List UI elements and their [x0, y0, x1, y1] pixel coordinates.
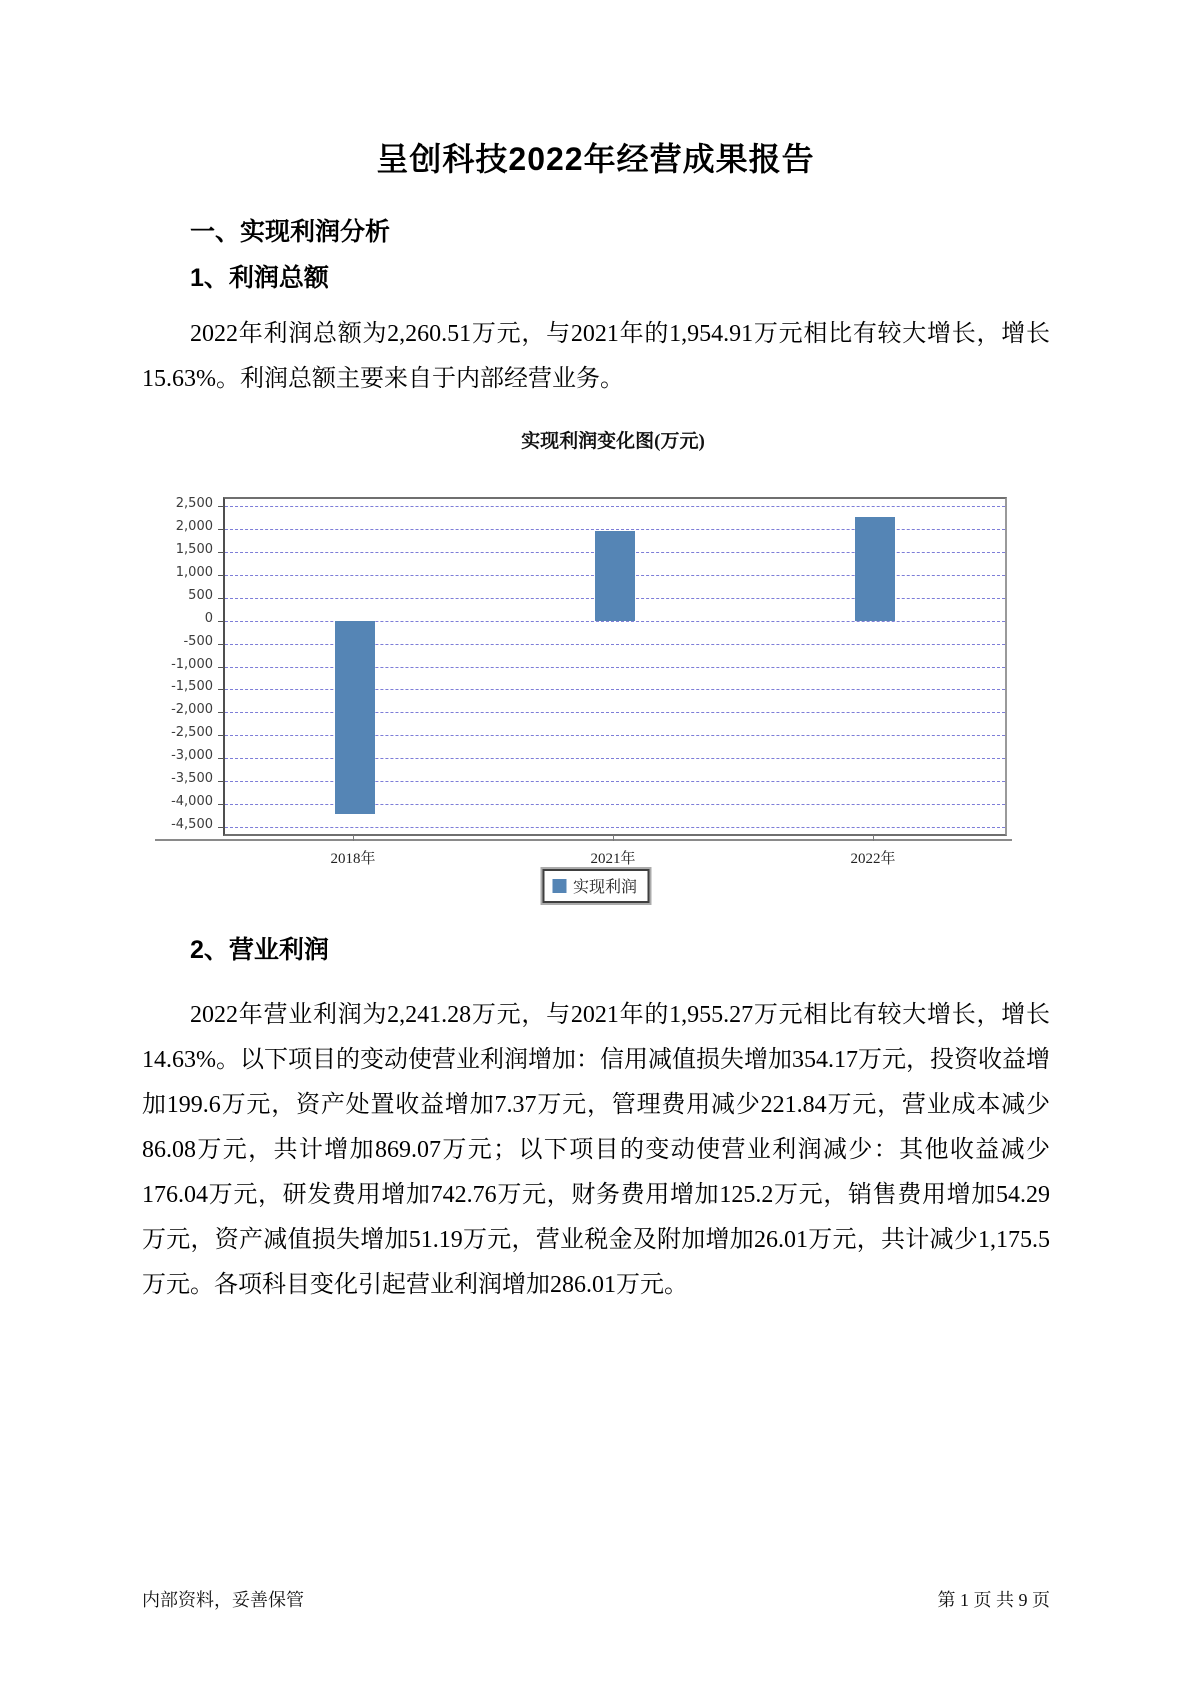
y-tick-mark	[218, 712, 224, 713]
y-tick-mark	[218, 598, 224, 599]
legend-series-label: 实现利润	[572, 879, 638, 896]
y-tick-mark	[218, 575, 224, 576]
y-tick-mark	[218, 506, 224, 507]
legend-color-swatch-icon	[552, 879, 566, 893]
page-title: 呈创科技2022年经营成果报告	[376, 141, 815, 177]
x-tick-mark	[873, 835, 874, 841]
footer-page-number: 第 1 页 共 9 页	[937, 1590, 1050, 1610]
footer-confidential-note: 内部资料，妥善保管	[142, 1590, 304, 1610]
subsection-1-heading: 1、利润总额	[190, 264, 329, 292]
y-tick-mark	[218, 552, 224, 553]
y-tick-mark	[218, 781, 224, 782]
chart-x-axis	[155, 839, 1012, 841]
subsection-2-heading: 2、营业利润	[190, 936, 329, 964]
chart-bar-2022年	[855, 517, 895, 621]
chart-bar-2021年	[595, 531, 635, 621]
y-tick-label: -2,000	[171, 702, 213, 718]
chart-bar-2018年	[335, 621, 375, 814]
y-tick-mark	[218, 644, 224, 645]
y-tick-mark	[218, 735, 224, 736]
x-tick-mark	[353, 835, 354, 841]
y-tick-mark	[218, 621, 224, 622]
y-tick-mark	[218, 804, 224, 805]
y-tick-mark	[218, 827, 224, 828]
y-tick-mark	[218, 529, 224, 530]
section-1-heading: 一、实现利润分析	[190, 218, 391, 246]
chart-title: 实现利润变化图(万元)	[521, 431, 705, 452]
chart-plot	[223, 497, 1007, 836]
y-tick-mark	[218, 667, 224, 668]
y-tick-label: -4,500	[171, 817, 213, 832]
y-tick-label: -500	[183, 633, 213, 649]
y-tick-label: 2,500	[175, 496, 213, 511]
x-tick-label: 2018年	[330, 851, 376, 867]
chart-legend	[542, 869, 649, 903]
y-tick-label: -3,500	[171, 771, 213, 787]
y-tick-mark	[218, 758, 224, 759]
y-tick-label: -2,500	[171, 725, 213, 741]
y-tick-mark	[218, 689, 224, 690]
chart-gridline	[225, 827, 1005, 828]
x-tick-label: 2022年	[850, 851, 896, 867]
y-tick-label: 2,000	[175, 518, 213, 534]
y-tick-label: -4,000	[171, 794, 213, 810]
y-tick-label: -1,000	[171, 656, 213, 672]
profit-change-chart	[100, 426, 1010, 896]
y-tick-label: 500	[188, 587, 213, 603]
y-tick-label: -3,000	[171, 748, 213, 764]
y-tick-label: 1,500	[175, 541, 213, 557]
y-tick-label: 0	[204, 610, 213, 626]
chart-y-axis-labels	[100, 497, 213, 832]
y-tick-label: 1,000	[175, 564, 213, 580]
x-tick-mark	[613, 835, 614, 841]
subsection-1-paragraph: 2022年利润总额为2,260.51万元，与2021年的1,954.91万元相比有较大增长，增长15.63%。利润总额主要来自于内部经营业务。	[142, 321, 1050, 392]
y-tick-label: -1,500	[171, 679, 213, 695]
chart-gridline	[225, 506, 1005, 507]
x-tick-label: 2021年	[590, 851, 636, 867]
subsection-2-paragraph: 2022年营业利润为2,241.28万元，与2021年的1,955.27万元相比有较大增长，增长14.63%。以下项目的变动使营业利润增加：信用减值损失增加354.17万元，投资收益增加199.6万元，资产处置收益增加7.37万元，管理费用减少221.84万元，营业成本减少86.08万元，共计增加869.07万元；以下项目的变动使营业利润减少：其他收益减少176.04万元，研发费用增加742.76万元，财务费用增加125.2万元，销售费用增加54.29万元，资产减值损失增加51.19万元，营业税金及附加增加26.01万元，共计减少1,175.5万元。各项科目变化引起营业利润增加286.01万元。	[142, 1002, 1050, 1298]
